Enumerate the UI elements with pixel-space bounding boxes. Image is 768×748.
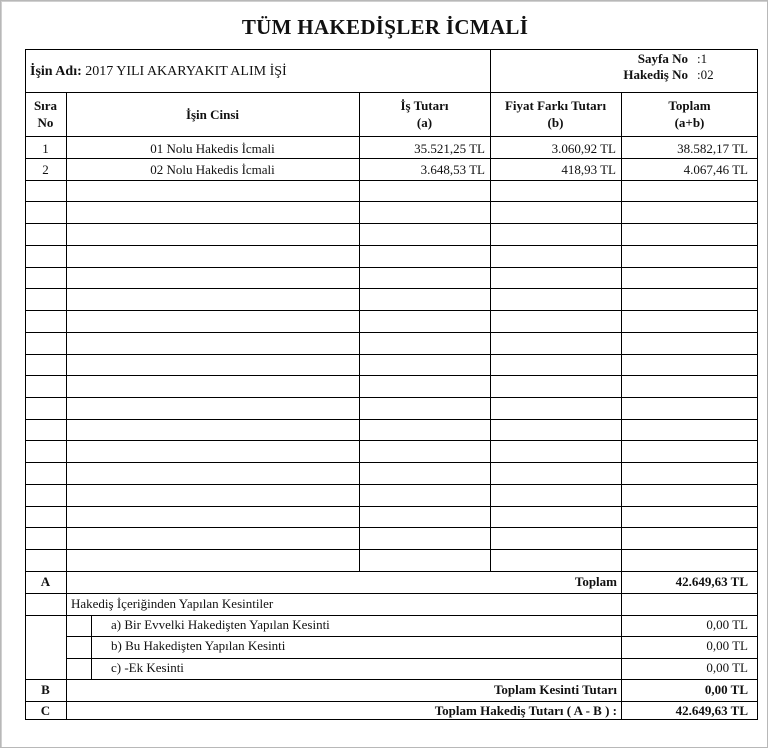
kesinti-a-label: a) Bir Evvelki Hakedişten Yapılan Kesinti [111, 617, 330, 632]
row-divider [25, 375, 758, 376]
col-fiyat-farki-sub: (b) [547, 115, 564, 130]
row-1-toplam: 38.582,17 TL [677, 141, 748, 156]
row-1-no: 1 [42, 141, 49, 156]
col-divider-sira [66, 92, 67, 720]
summary-a-letter: A [40, 574, 51, 589]
row-divider [25, 462, 758, 463]
row-divider [25, 527, 758, 528]
row-divider [25, 440, 758, 441]
row-divider [25, 245, 758, 246]
row-1-cins: 01 Nolu Hakedis İcmali [150, 141, 275, 156]
summary-b-value: 0,00 TL [704, 682, 748, 697]
col-divider-is-tutari [490, 92, 491, 571]
summary-c-letter: C [40, 703, 51, 718]
kesinti-c-label: c) -Ek Kesinti [111, 660, 184, 675]
summary-divider [25, 615, 758, 616]
col-sira-line2: No [37, 115, 54, 130]
row-divider [25, 223, 758, 224]
col-divider-toplam [621, 92, 622, 720]
row-2-no: 2 [42, 162, 49, 177]
kesinti-b-label: b) Bu Hakedişten Yapılan Kesinti [111, 638, 286, 653]
kesinti-a-value: 0,00 TL [706, 617, 748, 632]
col-fiyat-farki: Fiyat Farkı Tutarı [504, 98, 607, 113]
row-2-is-tutari: 3.648,53 TL [420, 162, 485, 177]
summary-a-label: Toplam [574, 574, 617, 589]
row-divider [25, 419, 758, 420]
page-number-value: :1 [697, 51, 708, 66]
col-is-tutari: İş Tutarı [400, 98, 449, 113]
row-divider [25, 158, 758, 159]
row-divider [25, 549, 758, 550]
col-is-tutari-sub: (a) [416, 115, 433, 130]
row-divider [25, 288, 758, 289]
row-2-toplam: 4.067,46 TL [683, 162, 748, 177]
summary-top-divider [25, 571, 758, 572]
hakedis-number-value: :02 [697, 67, 714, 82]
col-toplam-sub: (a+b) [674, 115, 705, 130]
kesinti-b-value: 0,00 TL [706, 638, 748, 653]
summary-divider [66, 658, 758, 659]
row-2-fiyat-farki: 418,93 TL [561, 162, 616, 177]
summary-b-label: Toplam Kesinti Tutarı [493, 682, 617, 697]
summary-divider [25, 593, 758, 594]
summary-divider [25, 679, 758, 680]
row-divider [25, 354, 758, 355]
row-1-fiyat-farki: 3.060,92 TL [551, 141, 616, 156]
kesinti-c-value: 0,00 TL [706, 660, 748, 675]
document-title: TÜM HAKEDİŞLER İCMALİ [241, 15, 529, 39]
summary-divider [66, 636, 758, 637]
job-name-value: 2017 YILI AKARYAKIT ALIM İŞİ [85, 64, 287, 79]
kesinti-header: Hakediş İçeriğinden Yapılan Kesintiler [71, 596, 274, 611]
page-number-label: Sayfa No [637, 51, 688, 66]
col-toplam: Toplam [668, 98, 711, 113]
row-divider [25, 484, 758, 485]
summary-c-value: 42.649,63 TL [675, 703, 748, 718]
job-name-line [30, 64, 287, 80]
summary-c-label: Toplam Hakediş Tutarı ( A - B ) : [434, 703, 617, 718]
summary-a-value: 42.649,63 TL [675, 574, 748, 589]
row-divider [25, 506, 758, 507]
row-divider [25, 267, 758, 268]
col-isin-cinsi: İşin Cinsi [185, 107, 240, 122]
summary-b-letter: B [41, 682, 50, 697]
row-divider [25, 397, 758, 398]
job-name-label: İşin Adı: [30, 64, 82, 79]
row-2-cins: 02 Nolu Hakedis İcmali [150, 162, 275, 177]
col-divider-cins [359, 92, 360, 571]
row-divider [25, 310, 758, 311]
row-divider [25, 180, 758, 181]
row-divider [25, 332, 758, 333]
summary-divider [25, 701, 758, 702]
row-1-is-tutari: 35.521,25 TL [414, 141, 485, 156]
table-header-divider [25, 136, 758, 137]
col-sira-line1: Sıra [33, 98, 58, 113]
hakedis-number-label: Hakediş No [623, 67, 688, 82]
header-divider [490, 49, 491, 93]
kesinti-indent-divider [91, 615, 92, 679]
row-divider [25, 201, 758, 202]
